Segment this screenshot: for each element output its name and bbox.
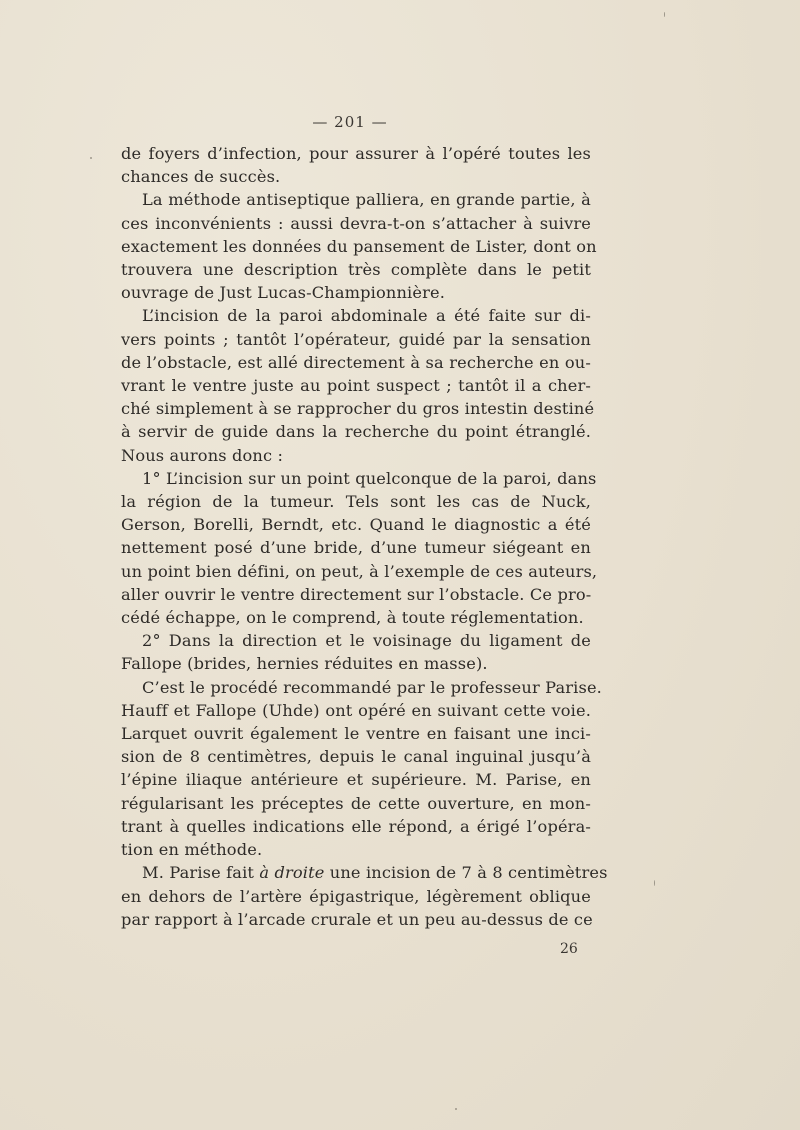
paper-speck [90,157,92,159]
body-text [121,142,608,931]
text-line: Larquet ouvrit également le ventre en faisant une inci- [121,724,591,744]
text-line: de foyers d’infection, pour assurer à l’opéré toutes les [121,144,591,163]
text-line: régularisant les préceptes de cette ouverture, en mon- [121,793,591,813]
text-line: nettement posé d’une bride, d’une tumeur siégeant en [121,538,591,558]
paragraph-start-line: La méthode antiseptique palliera, en grande partie, à [142,190,591,210]
paragraph-start-line: 2° Dans la direction et le voisinage du ligament de [142,631,591,651]
paragraph-start-line: L’incision de la paroi abdominale a été faite sur di- [142,306,591,326]
text-line: sion de 8 centimètres, depuis le canal inguinal jusqu’à [121,747,591,767]
text-line: tion en méthode. [121,840,263,860]
text-line: Nous aurons donc : [121,445,284,465]
text-line: ces inconvénients : aussi devra-t-on s’attacher à suivre [121,213,591,233]
text-run: M. Parise fait [142,863,260,883]
text-line: la région de la tumeur. Tels sont les cas de Nuck, [121,492,591,512]
text-line: par rapport à l’arcade crurale et un peu au-dessus de ce [121,909,593,929]
text-line: trant à quelles indications elle répond, a érigé l’opéra- [121,816,591,836]
text-line: vers points ; tantôt l’opérateur, guidé par la sensation [121,329,591,349]
page-number: — 201 — [312,113,388,131]
text-line: exactement les données du pansement de Lister, dont on [121,236,597,256]
text-line: à servir de guide dans la recherche du point étranglé. [121,422,591,442]
text-line: ché simplement à se rapprocher du gros intestin destiné [121,399,595,419]
text-line: cédé échappe, on le comprend, à toute réglementation. [121,608,584,628]
paragraph-start-line [121,861,608,884]
italic-text: à droite [259,863,325,883]
text-run: une incision de 7 à 8 centimètres [324,863,608,883]
text-line: chances de succès. [121,167,281,187]
paragraph-start-line: 1° L’incision sur un point quelconque de la paroi, dans [142,468,597,488]
text-line: vrant le ventre juste au point suspect ; tantôt il a cher- [121,376,591,396]
text-line: ouvrage de Just Lucas-Championnière. [121,283,445,303]
signature-mark: 26 [560,941,578,957]
paper-speck [664,12,665,17]
text-line: Fallope (brides, hernies réduites en masse). [121,654,488,674]
text-line: Gerson, Borelli, Berndt, etc. Quand le diagnostic a été [121,515,591,535]
paragraph-start-line: C’est le procédé recommandé par le professeur Parise. [142,677,602,697]
text-line: de l’obstacle, est allé directement à sa recherche en ou- [121,352,591,372]
text-line: l’épine iliaque antérieure et supérieure. M. Parise, en [121,770,591,790]
paper-speck [455,1108,457,1110]
text-line: aller ouvrir le ventre directement sur l’obstacle. Ce pro- [121,584,592,604]
text-line: un point bien défini, on peut, à l’exemple de ces auteurs, [121,561,598,581]
text-line: trouvera une description très complète dans le petit [121,260,591,280]
paper-speck [654,880,655,886]
text-line: en dehors de l’artère épigastrique, légèrement oblique [121,886,591,906]
text-line: Hauff et Fallope (Uhde) ont opéré en suivant cette voie. [121,700,591,720]
